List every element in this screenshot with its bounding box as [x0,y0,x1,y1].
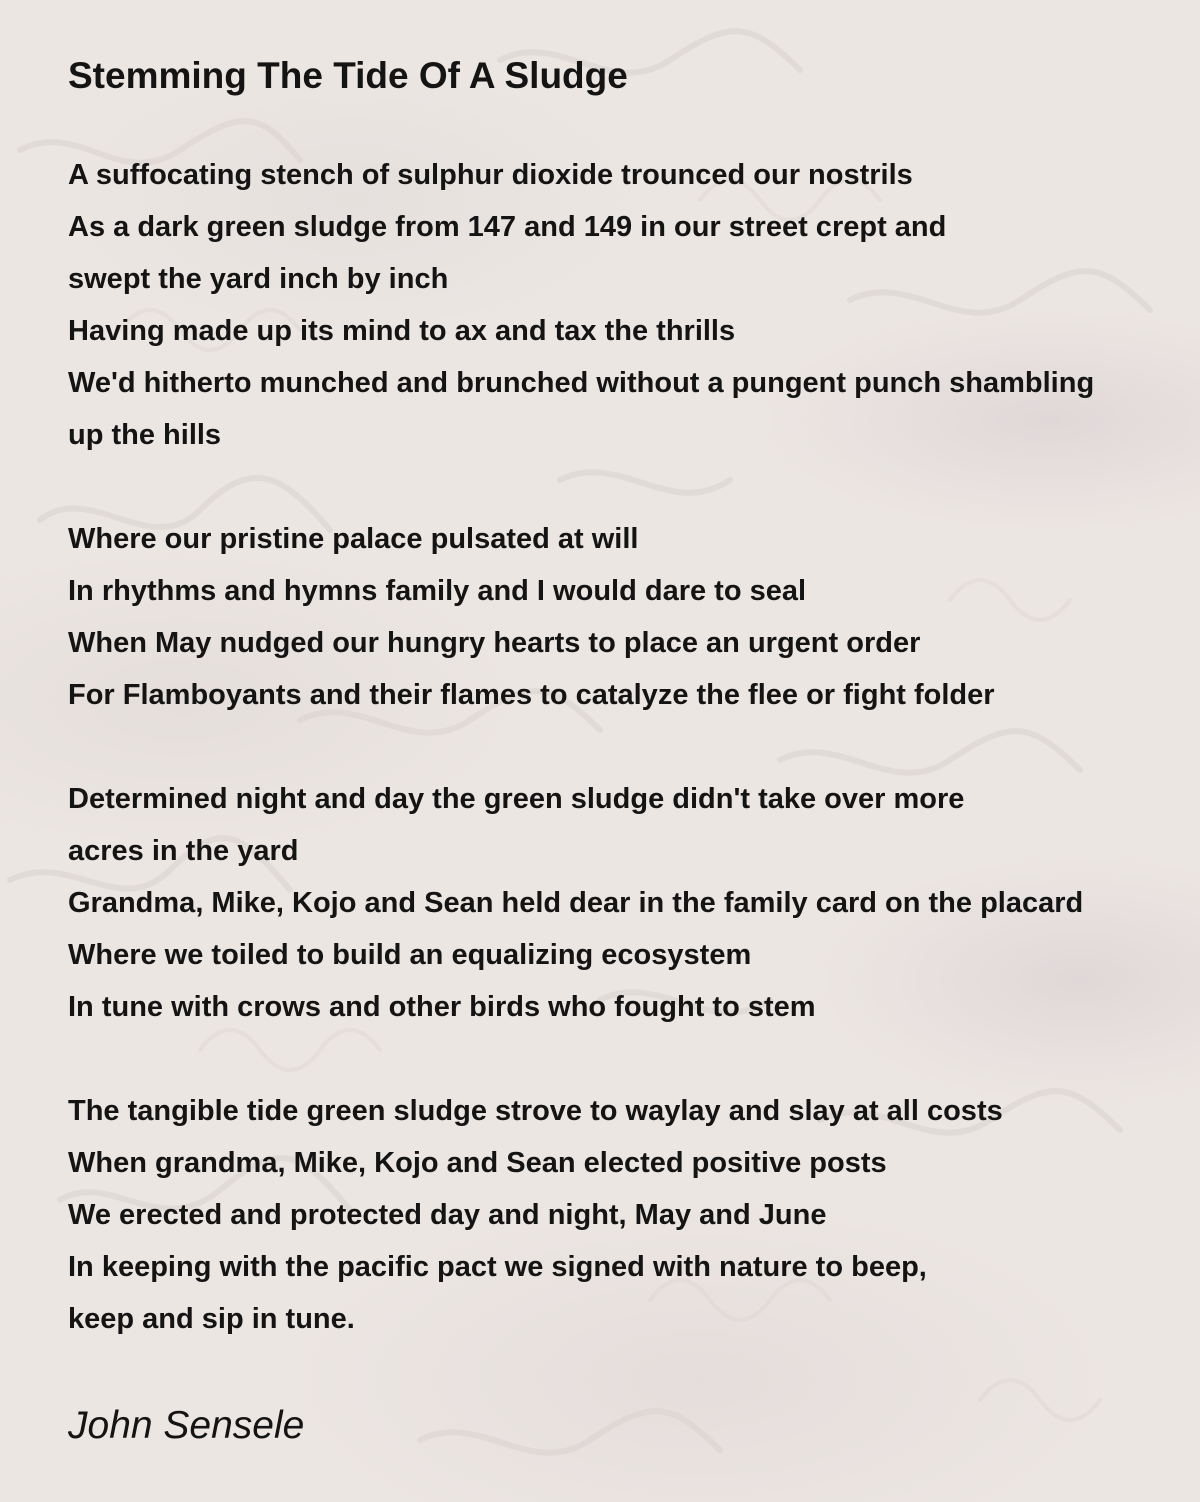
poem-line: Where our pristine palace pulsated at will [68,523,639,555]
stanza-1 [68,149,1200,461]
poem-body [68,149,1200,1397]
poem-line: Having made up its mind to ax and tax the thrills [68,315,736,347]
poem-line: When May nudged our hungry hearts to place an urgent order [68,627,921,659]
poem-line: up the hills [68,419,222,451]
poem-line: Where we toiled to build an equalizing ecosystem [68,939,752,971]
poem-title: Stemming The Tide Of A Sludge [68,55,628,96]
poem-line: swept the yard inch by inch [68,263,449,295]
poem-line: In tune with crows and other birds who fought to stem [68,991,816,1023]
poem-line: In rhythms and hymns family and I would dare to seal [68,575,807,607]
stanza-2 [68,513,1200,721]
poem-line: The tangible tide green sludge strove to waylay and slay at all costs [68,1095,1003,1127]
poem-author: John Sensele [68,1404,305,1447]
stanza-4 [68,1085,1200,1345]
poem-line: For Flamboyants and their flames to catalyze the flee or fight folder [68,679,995,711]
poem-line: keep and sip in tune. [68,1303,355,1335]
poem-line: We erected and protected day and night, May and June [68,1199,827,1231]
poem-line: A suffocating stench of sulphur dioxide trounced our nostrils [68,159,913,191]
poem-line: In keeping with the pacific pact we signed with nature to beep, [68,1251,927,1283]
poem-line: Grandma, Mike, Kojo and Sean held dear in the family card on the placard [68,887,1084,919]
poem-line: As a dark green sludge from 147 and 149 in our street crept and [68,211,947,243]
poem-line: When grandma, Mike, Kojo and Sean elected positive posts [68,1147,887,1179]
poem-line: Determined night and day the green sludge didn't take over more [68,783,965,815]
stanza-3 [68,773,1200,1033]
poem-line: acres in the yard [68,835,299,867]
poem-line: We'd hitherto munched and brunched without a pungent punch shambling [68,367,1095,399]
